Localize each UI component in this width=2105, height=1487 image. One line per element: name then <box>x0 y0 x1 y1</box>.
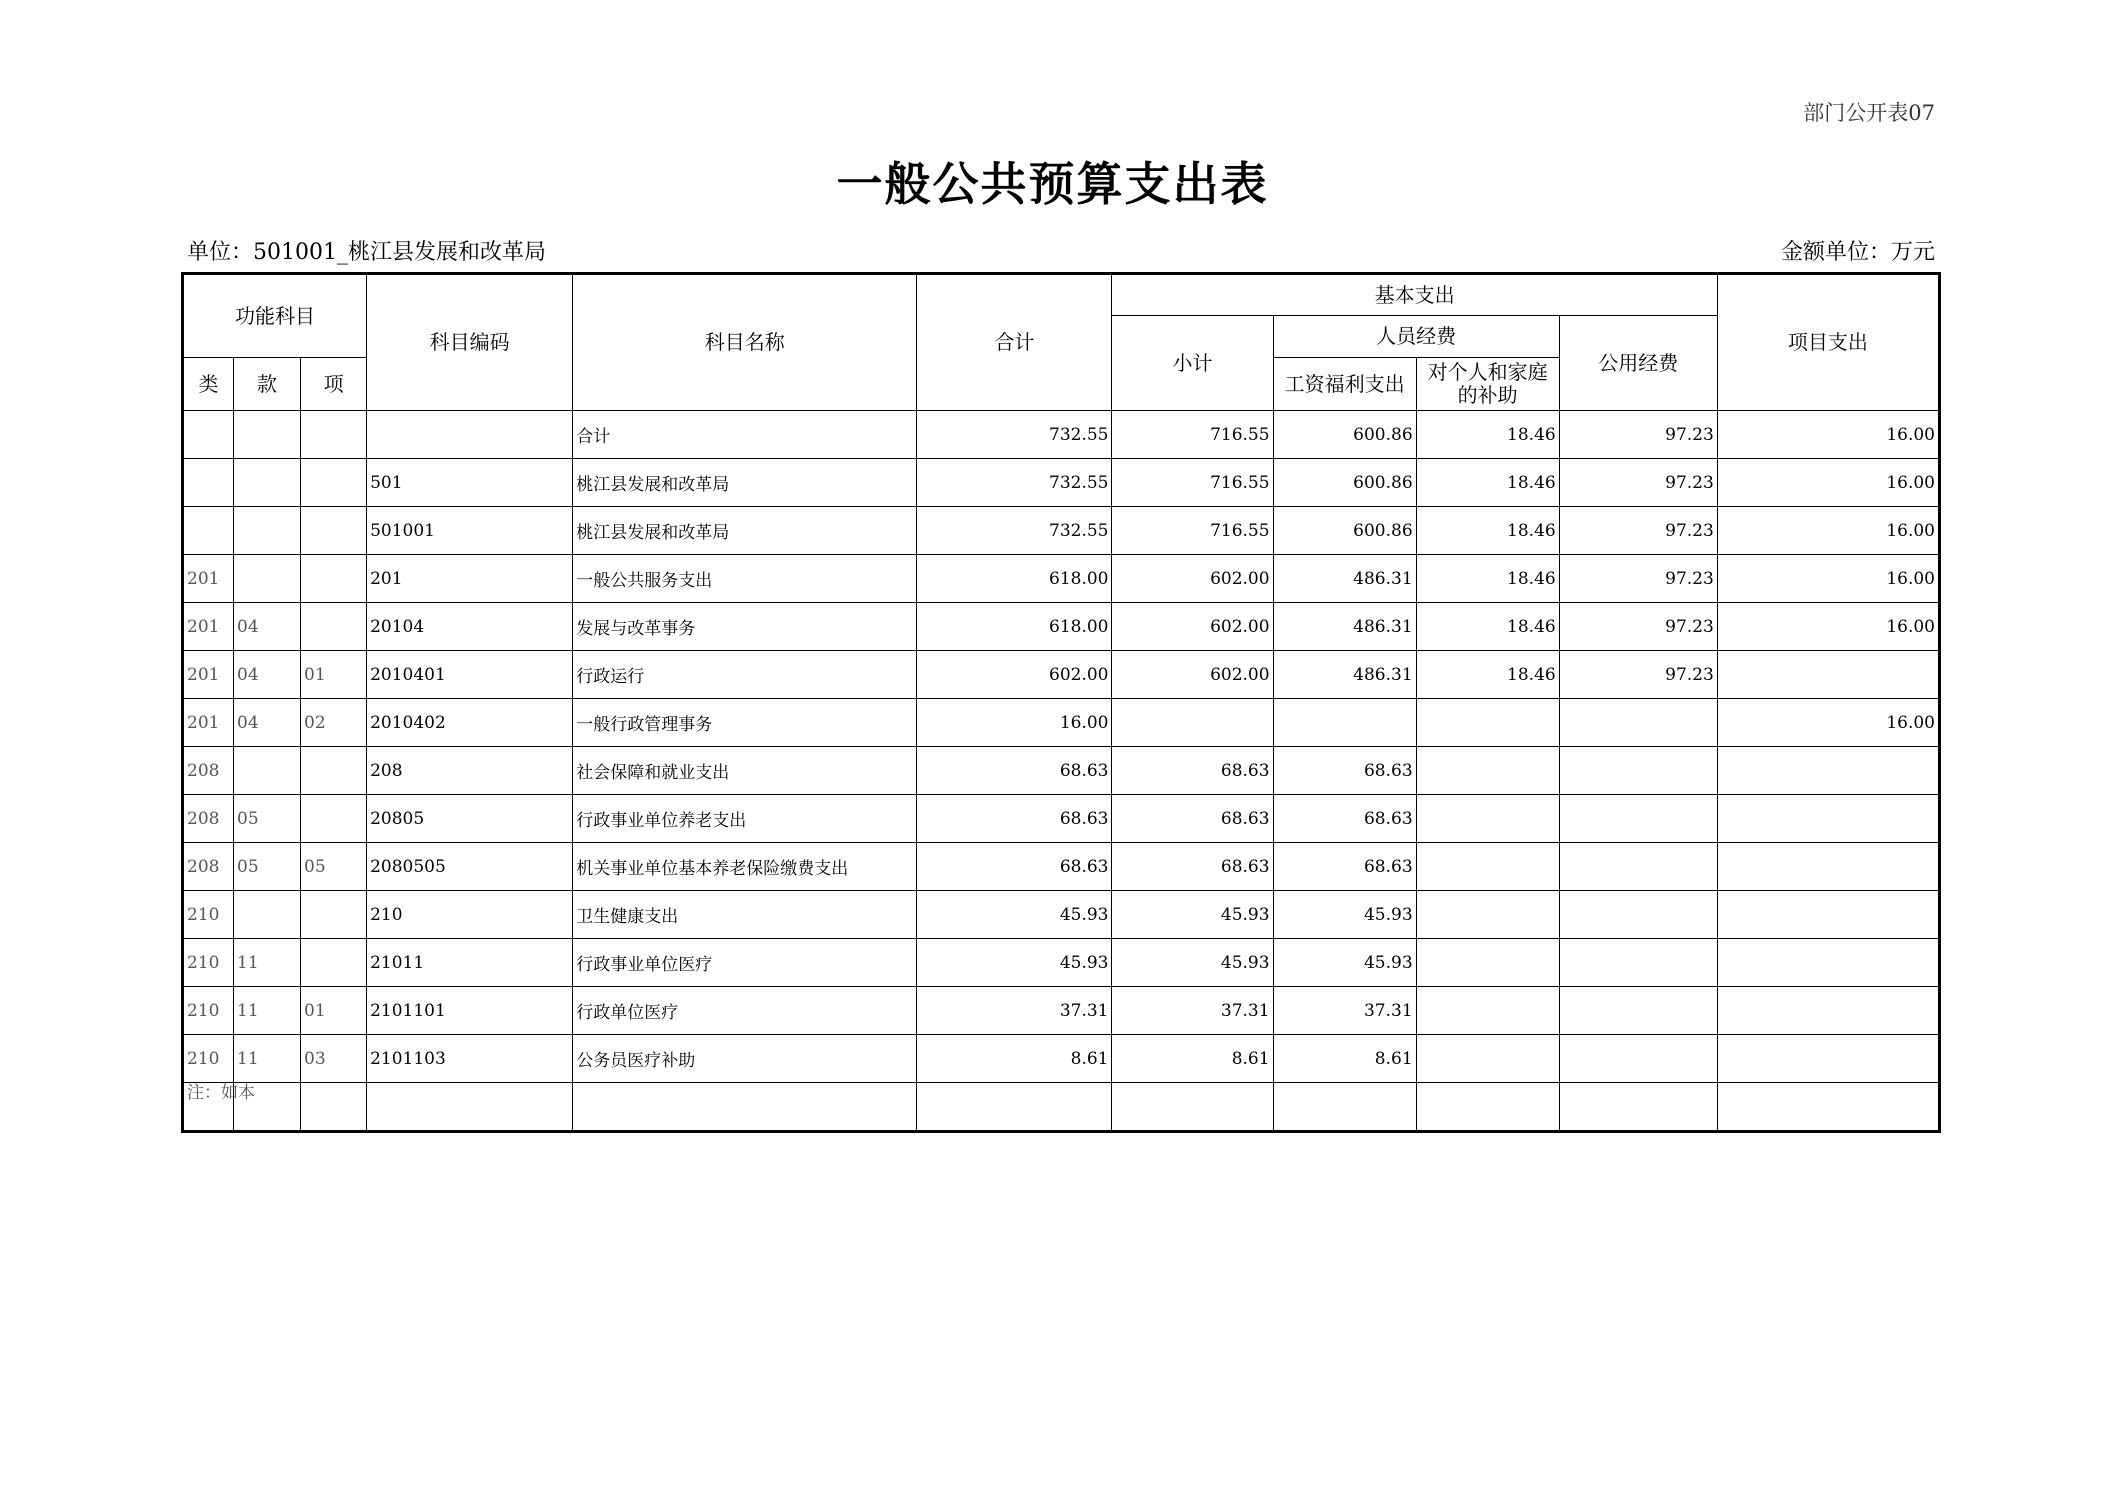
table-row <box>183 987 1940 1035</box>
cell-subtotal: 716.55 <box>1112 411 1273 459</box>
cell-kuan <box>234 459 301 507</box>
header-subject-name: 科目名称 <box>573 274 917 411</box>
table-row <box>183 939 1940 987</box>
cell-subtotal: 45.93 <box>1112 939 1273 987</box>
cell-wages: 600.86 <box>1273 411 1416 459</box>
cell-subtotal: 68.63 <box>1112 843 1273 891</box>
cell-xiang <box>301 411 367 459</box>
cell-total: 37.31 <box>917 987 1112 1035</box>
cell-project: 16.00 <box>1717 603 1939 651</box>
header-personnel: 人员经费 <box>1273 316 1559 358</box>
cell-name: 桃江县发展和改革局 <box>573 507 917 555</box>
cell-kuan <box>234 507 301 555</box>
cell-name: 桃江县发展和改革局 <box>573 459 917 507</box>
cell-kuan: 11 <box>234 1035 301 1083</box>
cell-subsidies <box>1416 1035 1559 1083</box>
cell-project <box>1717 843 1939 891</box>
cell-project: 16.00 <box>1717 699 1939 747</box>
form-code: 部门公开表07 <box>1803 101 1935 125</box>
cell-subsidies: 18.46 <box>1416 507 1559 555</box>
cell-subsidies <box>1416 939 1559 987</box>
cell-subsidies: 18.46 <box>1416 603 1559 651</box>
cell-subsidies: 18.46 <box>1416 459 1559 507</box>
cell-subtotal <box>1112 699 1273 747</box>
cell-subsidies: 18.46 <box>1416 651 1559 699</box>
cell-project: 16.00 <box>1717 459 1939 507</box>
header-lei: 类 <box>183 358 234 411</box>
empty-cell <box>367 1083 573 1132</box>
empty-cell <box>917 1083 1112 1132</box>
header-basic-expense: 基本支出 <box>1112 274 1717 316</box>
empty-cell <box>1717 1083 1939 1132</box>
table-row <box>183 555 1940 603</box>
cell-wages: 8.61 <box>1273 1035 1416 1083</box>
cell-lei: 210 <box>183 891 234 939</box>
header-total: 合计 <box>917 274 1112 411</box>
cell-subsidies <box>1416 795 1559 843</box>
cell-project <box>1717 795 1939 843</box>
cell-project: 16.00 <box>1717 411 1939 459</box>
table-row <box>183 603 1940 651</box>
header-subject-code: 科目编码 <box>367 274 573 411</box>
cell-code: 210 <box>367 891 573 939</box>
cell-wages <box>1273 699 1416 747</box>
cell-wages: 45.93 <box>1273 939 1416 987</box>
cell-kuan <box>234 411 301 459</box>
cell-total: 618.00 <box>917 603 1112 651</box>
cell-wages: 600.86 <box>1273 459 1416 507</box>
cell-wages: 68.63 <box>1273 843 1416 891</box>
cell-public: 97.23 <box>1559 507 1717 555</box>
cell-total: 68.63 <box>917 795 1112 843</box>
cell-code: 2010401 <box>367 651 573 699</box>
cell-project <box>1717 651 1939 699</box>
cell-code: 21011 <box>367 939 573 987</box>
header-kuan: 款 <box>234 358 301 411</box>
cell-xiang <box>301 507 367 555</box>
cell-total: 732.55 <box>917 507 1112 555</box>
cell-project <box>1717 891 1939 939</box>
empty-cell <box>301 1083 367 1132</box>
cell-wages: 600.86 <box>1273 507 1416 555</box>
header-wages: 工资福利支出 <box>1273 358 1416 411</box>
cell-code <box>367 411 573 459</box>
cell-xiang <box>301 603 367 651</box>
budget-table <box>181 272 1941 1133</box>
cell-code: 20104 <box>367 603 573 651</box>
cell-public <box>1559 939 1717 987</box>
table-row <box>183 507 1940 555</box>
cell-xiang: 02 <box>301 699 367 747</box>
header-xiang: 项 <box>301 358 367 411</box>
table-row <box>183 843 1940 891</box>
table-row <box>183 699 1940 747</box>
cell-subtotal: 8.61 <box>1112 1035 1273 1083</box>
cell-subtotal: 68.63 <box>1112 795 1273 843</box>
cell-public <box>1559 747 1717 795</box>
cell-xiang <box>301 747 367 795</box>
cell-xiang <box>301 891 367 939</box>
cell-name: 卫生健康支出 <box>573 891 917 939</box>
cell-lei: 210 <box>183 939 234 987</box>
cell-code: 501 <box>367 459 573 507</box>
cell-name: 一般行政管理事务 <box>573 699 917 747</box>
cell-kuan: 11 <box>234 939 301 987</box>
header-subtotal: 小计 <box>1112 316 1273 411</box>
cell-project <box>1717 987 1939 1035</box>
cell-project <box>1717 939 1939 987</box>
cell-subtotal: 602.00 <box>1112 555 1273 603</box>
money-unit-label: 金额单位：万元 <box>1780 240 1935 265</box>
cell-subsidies <box>1416 891 1559 939</box>
table-row <box>183 795 1940 843</box>
cell-code: 2010402 <box>367 699 573 747</box>
cell-lei <box>183 507 234 555</box>
cell-total: 45.93 <box>917 939 1112 987</box>
cell-wages: 486.31 <box>1273 651 1416 699</box>
cell-public: 97.23 <box>1559 555 1717 603</box>
cell-subtotal: 602.00 <box>1112 603 1273 651</box>
cell-lei: 208 <box>183 843 234 891</box>
table-row <box>183 651 1940 699</box>
note-text: 注：如本 <box>187 1083 255 1103</box>
cell-kuan: 04 <box>234 699 301 747</box>
cell-kuan: 04 <box>234 651 301 699</box>
cell-code: 201 <box>367 555 573 603</box>
cell-name: 行政单位医疗 <box>573 987 917 1035</box>
cell-wages: 37.31 <box>1273 987 1416 1035</box>
table-row <box>183 747 1940 795</box>
cell-lei: 210 <box>183 987 234 1035</box>
cell-wages: 486.31 <box>1273 603 1416 651</box>
cell-code: 2080505 <box>367 843 573 891</box>
cell-lei: 208 <box>183 747 234 795</box>
cell-name: 合计 <box>573 411 917 459</box>
cell-subtotal: 602.00 <box>1112 651 1273 699</box>
cell-kuan <box>234 891 301 939</box>
cell-name: 行政事业单位医疗 <box>573 939 917 987</box>
cell-public <box>1559 987 1717 1035</box>
cell-kuan: 04 <box>234 603 301 651</box>
page-title: 一般公共预算支出表 <box>836 157 1269 211</box>
cell-xiang: 01 <box>301 651 367 699</box>
cell-code: 208 <box>367 747 573 795</box>
cell-total: 68.63 <box>917 747 1112 795</box>
cell-subsidies <box>1416 699 1559 747</box>
cell-public: 97.23 <box>1559 459 1717 507</box>
cell-total: 16.00 <box>917 699 1112 747</box>
note-cell <box>183 1083 255 1132</box>
cell-public <box>1559 891 1717 939</box>
cell-code: 2101103 <box>367 1035 573 1083</box>
header-functional-subject: 功能科目 <box>183 274 367 358</box>
header-subsidies: 对个人和家庭的补助 <box>1416 358 1559 411</box>
table-row <box>183 459 1940 507</box>
cell-name: 机关事业单位基本养老保险缴费支出 <box>573 843 917 891</box>
cell-lei <box>183 459 234 507</box>
table-row <box>183 1035 1940 1083</box>
cell-code: 20805 <box>367 795 573 843</box>
cell-public: 97.23 <box>1559 411 1717 459</box>
cell-subsidies: 18.46 <box>1416 411 1559 459</box>
cell-public: 97.23 <box>1559 603 1717 651</box>
table-row <box>183 891 1940 939</box>
cell-kuan <box>234 747 301 795</box>
cell-lei: 201 <box>183 651 234 699</box>
cell-xiang: 03 <box>301 1035 367 1083</box>
cell-name: 行政运行 <box>573 651 917 699</box>
cell-total: 618.00 <box>917 555 1112 603</box>
cell-project: 16.00 <box>1717 555 1939 603</box>
cell-wages: 68.63 <box>1273 747 1416 795</box>
cell-xiang <box>301 795 367 843</box>
cell-wages: 486.31 <box>1273 555 1416 603</box>
cell-public <box>1559 843 1717 891</box>
cell-project <box>1717 1035 1939 1083</box>
cell-kuan: 11 <box>234 987 301 1035</box>
cell-name: 一般公共服务支出 <box>573 555 917 603</box>
cell-code: 501001 <box>367 507 573 555</box>
empty-cell <box>1112 1083 1273 1132</box>
header-public-funds: 公用经费 <box>1559 316 1717 411</box>
cell-total: 8.61 <box>917 1035 1112 1083</box>
cell-public <box>1559 699 1717 747</box>
cell-name: 行政事业单位养老支出 <box>573 795 917 843</box>
unit-label: 单位：501001_桃江县发展和改革局 <box>187 240 546 265</box>
cell-name: 社会保障和就业支出 <box>573 747 917 795</box>
cell-subtotal: 716.55 <box>1112 507 1273 555</box>
cell-kuan: 05 <box>234 843 301 891</box>
cell-lei: 201 <box>183 555 234 603</box>
cell-project <box>1717 747 1939 795</box>
empty-cell <box>573 1083 917 1132</box>
cell-wages: 45.93 <box>1273 891 1416 939</box>
table-row <box>183 411 1940 459</box>
header-project-expense: 项目支出 <box>1717 274 1939 411</box>
cell-subsidies <box>1416 843 1559 891</box>
cell-total: 732.55 <box>917 459 1112 507</box>
note-row <box>183 1083 1940 1132</box>
cell-lei: 210 <box>183 1035 234 1083</box>
cell-xiang: 01 <box>301 987 367 1035</box>
cell-subtotal: 37.31 <box>1112 987 1273 1035</box>
empty-cell <box>1273 1083 1416 1132</box>
cell-name: 发展与改革事务 <box>573 603 917 651</box>
cell-total: 602.00 <box>917 651 1112 699</box>
cell-total: 732.55 <box>917 411 1112 459</box>
cell-subtotal: 45.93 <box>1112 891 1273 939</box>
cell-lei: 201 <box>183 699 234 747</box>
cell-kuan <box>234 555 301 603</box>
cell-code: 2101101 <box>367 987 573 1035</box>
cell-lei: 208 <box>183 795 234 843</box>
cell-lei: 201 <box>183 603 234 651</box>
cell-public <box>1559 795 1717 843</box>
cell-xiang <box>301 555 367 603</box>
cell-subsidies: 18.46 <box>1416 555 1559 603</box>
cell-lei <box>183 411 234 459</box>
cell-total: 68.63 <box>917 843 1112 891</box>
cell-subsidies <box>1416 747 1559 795</box>
cell-xiang <box>301 459 367 507</box>
empty-cell <box>1416 1083 1559 1132</box>
cell-xiang <box>301 939 367 987</box>
cell-subtotal: 68.63 <box>1112 747 1273 795</box>
cell-project: 16.00 <box>1717 507 1939 555</box>
cell-kuan: 05 <box>234 795 301 843</box>
cell-subsidies <box>1416 987 1559 1035</box>
cell-subtotal: 716.55 <box>1112 459 1273 507</box>
cell-xiang: 05 <box>301 843 367 891</box>
cell-public: 97.23 <box>1559 651 1717 699</box>
cell-wages: 68.63 <box>1273 795 1416 843</box>
cell-total: 45.93 <box>917 891 1112 939</box>
cell-public <box>1559 1035 1717 1083</box>
empty-cell <box>1559 1083 1717 1132</box>
cell-name: 公务员医疗补助 <box>573 1035 917 1083</box>
